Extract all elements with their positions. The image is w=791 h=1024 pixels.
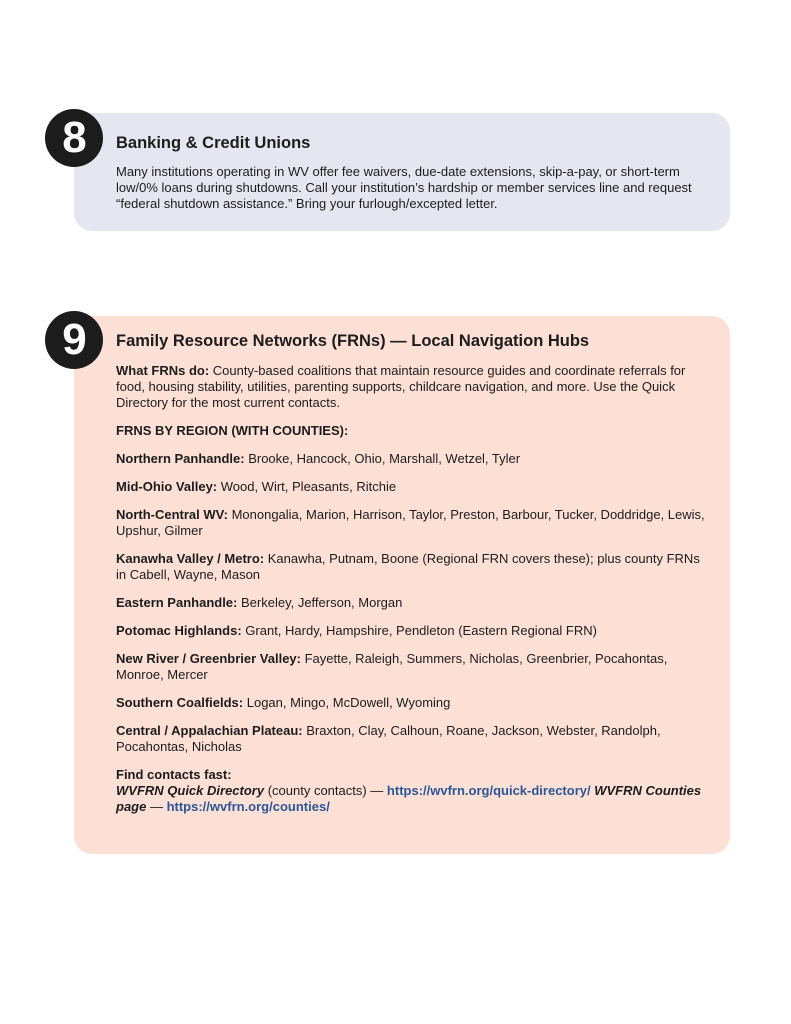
region-counties: Wood, Wirt, Pleasants, Ritchie (217, 479, 397, 494)
frn-intro (116, 363, 706, 411)
quick-directory-name: WVFRN Quick Directory (116, 783, 265, 798)
regions-heading: FRNS BY REGION (WITH COUNTIES): (116, 423, 349, 438)
banking-title: Banking & Credit Unions (116, 134, 311, 152)
region-item (116, 623, 706, 639)
region-name: Eastern Panhandle: (116, 595, 238, 610)
region-counties: Berkeley, Jefferson, Morgan (237, 595, 403, 610)
region-name: Kanawha Valley / Metro: (116, 551, 265, 566)
counties-page-sep: — (146, 799, 167, 814)
region-item (116, 723, 706, 755)
quick-directory-link[interactable]: https://wvfrn.org/quick-directory/ (386, 783, 591, 798)
frn-intro-label: What FRNs do: (116, 363, 210, 378)
region-name: Central / Appalachian Plateau: (116, 723, 303, 738)
region-counties: Kanawha, Putnam, Boone (Regional FRN covers these); plus county FRNs in Cabell, Wayne, Mason (116, 551, 700, 582)
contacts-block (116, 767, 706, 815)
region-counties: Brooke, Hancock, Ohio, Marshall, Wetzel, Tyler (244, 451, 521, 466)
region-item (116, 651, 706, 683)
counties-page-name: WVFRN Counties page (116, 783, 702, 814)
contacts-label: Find contacts fast: (116, 767, 232, 782)
region-item (116, 507, 706, 539)
region-name: Potomac Highlands: (116, 623, 242, 638)
region-counties: Braxton, Clay, Calhoun, Roane, Jackson, Webster, Randolph, Pocahontas, Nicholas (116, 723, 661, 754)
region-name: Southern Coalfields: (116, 695, 244, 710)
region-counties: Monongalia, Marion, Harrison, Taylor, Preston, Barbour, Tucker, Doddridge, Lewis, Upshur, Gilmer (116, 507, 705, 538)
region-item (116, 695, 706, 711)
region-counties: Fayette, Raleigh, Summers, Nicholas, Greenbrier, Pocahontas, Monroe, Mercer (116, 651, 668, 682)
region-counties: Grant, Hardy, Hampshire, Pendleton (Eastern Regional FRN) (241, 623, 597, 638)
banking-body: Many institutions operating in WV offer fee waivers, due-date extensions, skip-a-pay, or short-term low/0% loans during shutdowns. Call your institution’s hardship or member services line and request “federal shutdown assistance.” Bring your furlough/excepted letter. (116, 164, 692, 211)
frn-card (74, 316, 730, 854)
region-counties: Logan, Mingo, McDowell, Wyoming (243, 695, 451, 710)
frn-title: Family Resource Networks (FRNs) — Local Navigation Hubs (116, 332, 590, 350)
region-name: Mid-Ohio Valley: (116, 479, 218, 494)
region-item (116, 551, 706, 583)
section-number-badge-8: 8 (45, 109, 103, 167)
quick-directory-note: (county contacts) — (264, 783, 387, 798)
region-name: New River / Greenbrier Valley: (116, 651, 301, 666)
region-item (116, 451, 706, 467)
region-item (116, 479, 706, 495)
section-number-badge-9: 9 (45, 311, 103, 369)
region-item (116, 595, 706, 611)
counties-page-link[interactable]: https://wvfrn.org/counties/ (166, 799, 330, 814)
region-name: Northern Panhandle: (116, 451, 245, 466)
frn-intro-text: County-based coalitions that maintain resource guides and coordinate referrals for food, housing stability, utilities, parenting supports, childcare navigation, and more. Use the Quick Directory for the most current contacts. (116, 363, 686, 410)
region-name: North-Central WV: (116, 507, 228, 522)
banking-card (74, 113, 730, 231)
